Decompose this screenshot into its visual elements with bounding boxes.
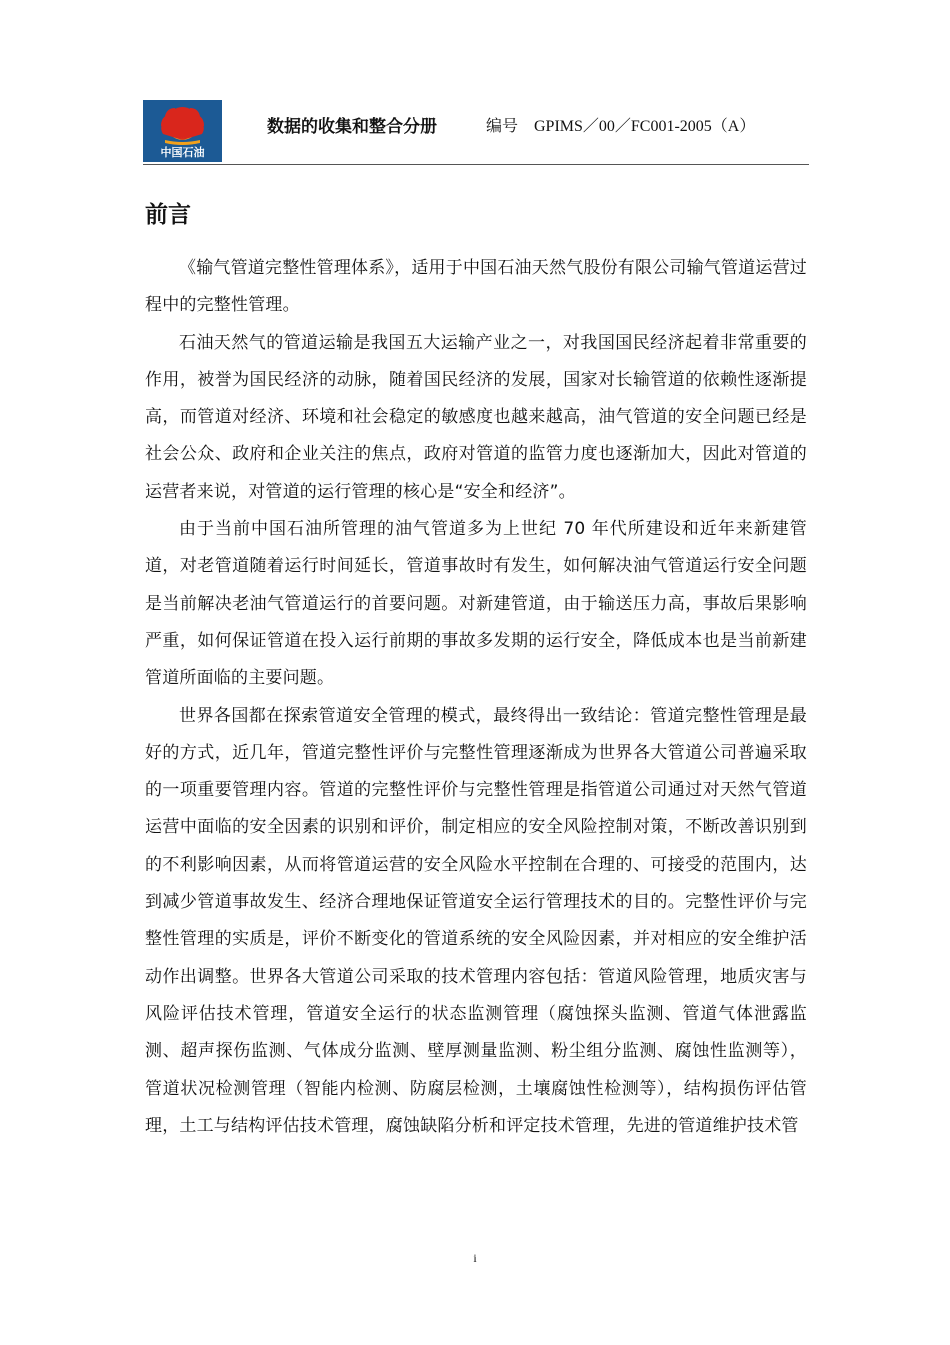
header-divider <box>143 164 809 165</box>
paragraph: 由于当前中国石油所管理的油气管道多为上世纪 70 年代所建设和近年来新建管道，对老管道随着运行时间延长，管道事故时有发生，如何解决油气管道运行安全问题是当前解决老油气管道运行的首要问题。对新建管道，由于输送压力高，事故后果影响严重，如何保证管道在投入运行前期的事故多发期的运行安全，降低成本也是当前新建管道所面临的主要问题。 <box>145 519 807 689</box>
document-title: 数据的收集和整合分册 <box>267 117 437 137</box>
paragraph: 石油天然气的管道运输是我国五大运输产业之一，对我国国民经济起着非常重要的作用，被誉为国民经济的动脉，随着国民经济的发展，国家对长输管道的依赖性逐渐提高，而管道对经济、环境和社会稳定的敏感度也越来越高，油气管道的安全问题已经是社会公众、政府和企业关注的焦点，政府对管道的监管力度也逐渐加大，因此对管道的运营者来说，对管道的运行管理的核心是“安全和经济”。 <box>145 332 807 502</box>
paragraph: 《输气管道完整性管理体系》，适用于中国石油天然气股份有限公司输气管道运营过程中的完整性管理。 <box>145 258 807 316</box>
petrochina-logo <box>143 100 222 162</box>
section-title: 前言 <box>145 202 191 228</box>
document-code-label: 编号 <box>486 116 519 135</box>
document-code: GPIMS／00／FC001-2005（A） <box>534 118 756 135</box>
body-text <box>145 250 807 1145</box>
page-header <box>143 100 809 164</box>
page-number: i <box>473 1251 477 1265</box>
logo-text: 中国石油 <box>160 146 205 159</box>
paragraph: 世界各国都在探索管道安全管理的模式，最终得出一致结论：管道完整性管理是最好的方式，近几年，管道完整性评价与完整性管理逐渐成为世界各大管道公司普遍采取的一项重要管理内容。管道的完整性评价与完整性管理是指管道公司通过对天然气管道运营中面临的安全因素的识别和评价，制定相应的安全风险控制对策，不断改善识别到的不利影响因素，从而将管道运营的安全风险水平控制在合理的、可接受的范围内，达到减少管道事故发生、经济合理地保证管道安全运行管理技术的目的。完整性评价与完整性管理的实质是，评价不断变化的管道系统的安全风险因素，并对相应的安全维护活动作出调整。世界各大管道公司采取的技术管理内容包括：管道风险管理，地质灾害与风险评估技术管理，管道安全运行的状态监测管理（腐蚀探头监测、管道气体泄露监测、超声探伤监测、气体成分监测、壁厚测量监测、粉尘组分监测、腐蚀性监测等），管道状况检测管理（智能内检测、防腐层检测，土壤腐蚀性检测等），结构损伤评估管理，土工与结构评估技术管理，腐蚀缺陷分析和评定技术管理，先进的管道维护技术管 <box>145 705 807 1136</box>
